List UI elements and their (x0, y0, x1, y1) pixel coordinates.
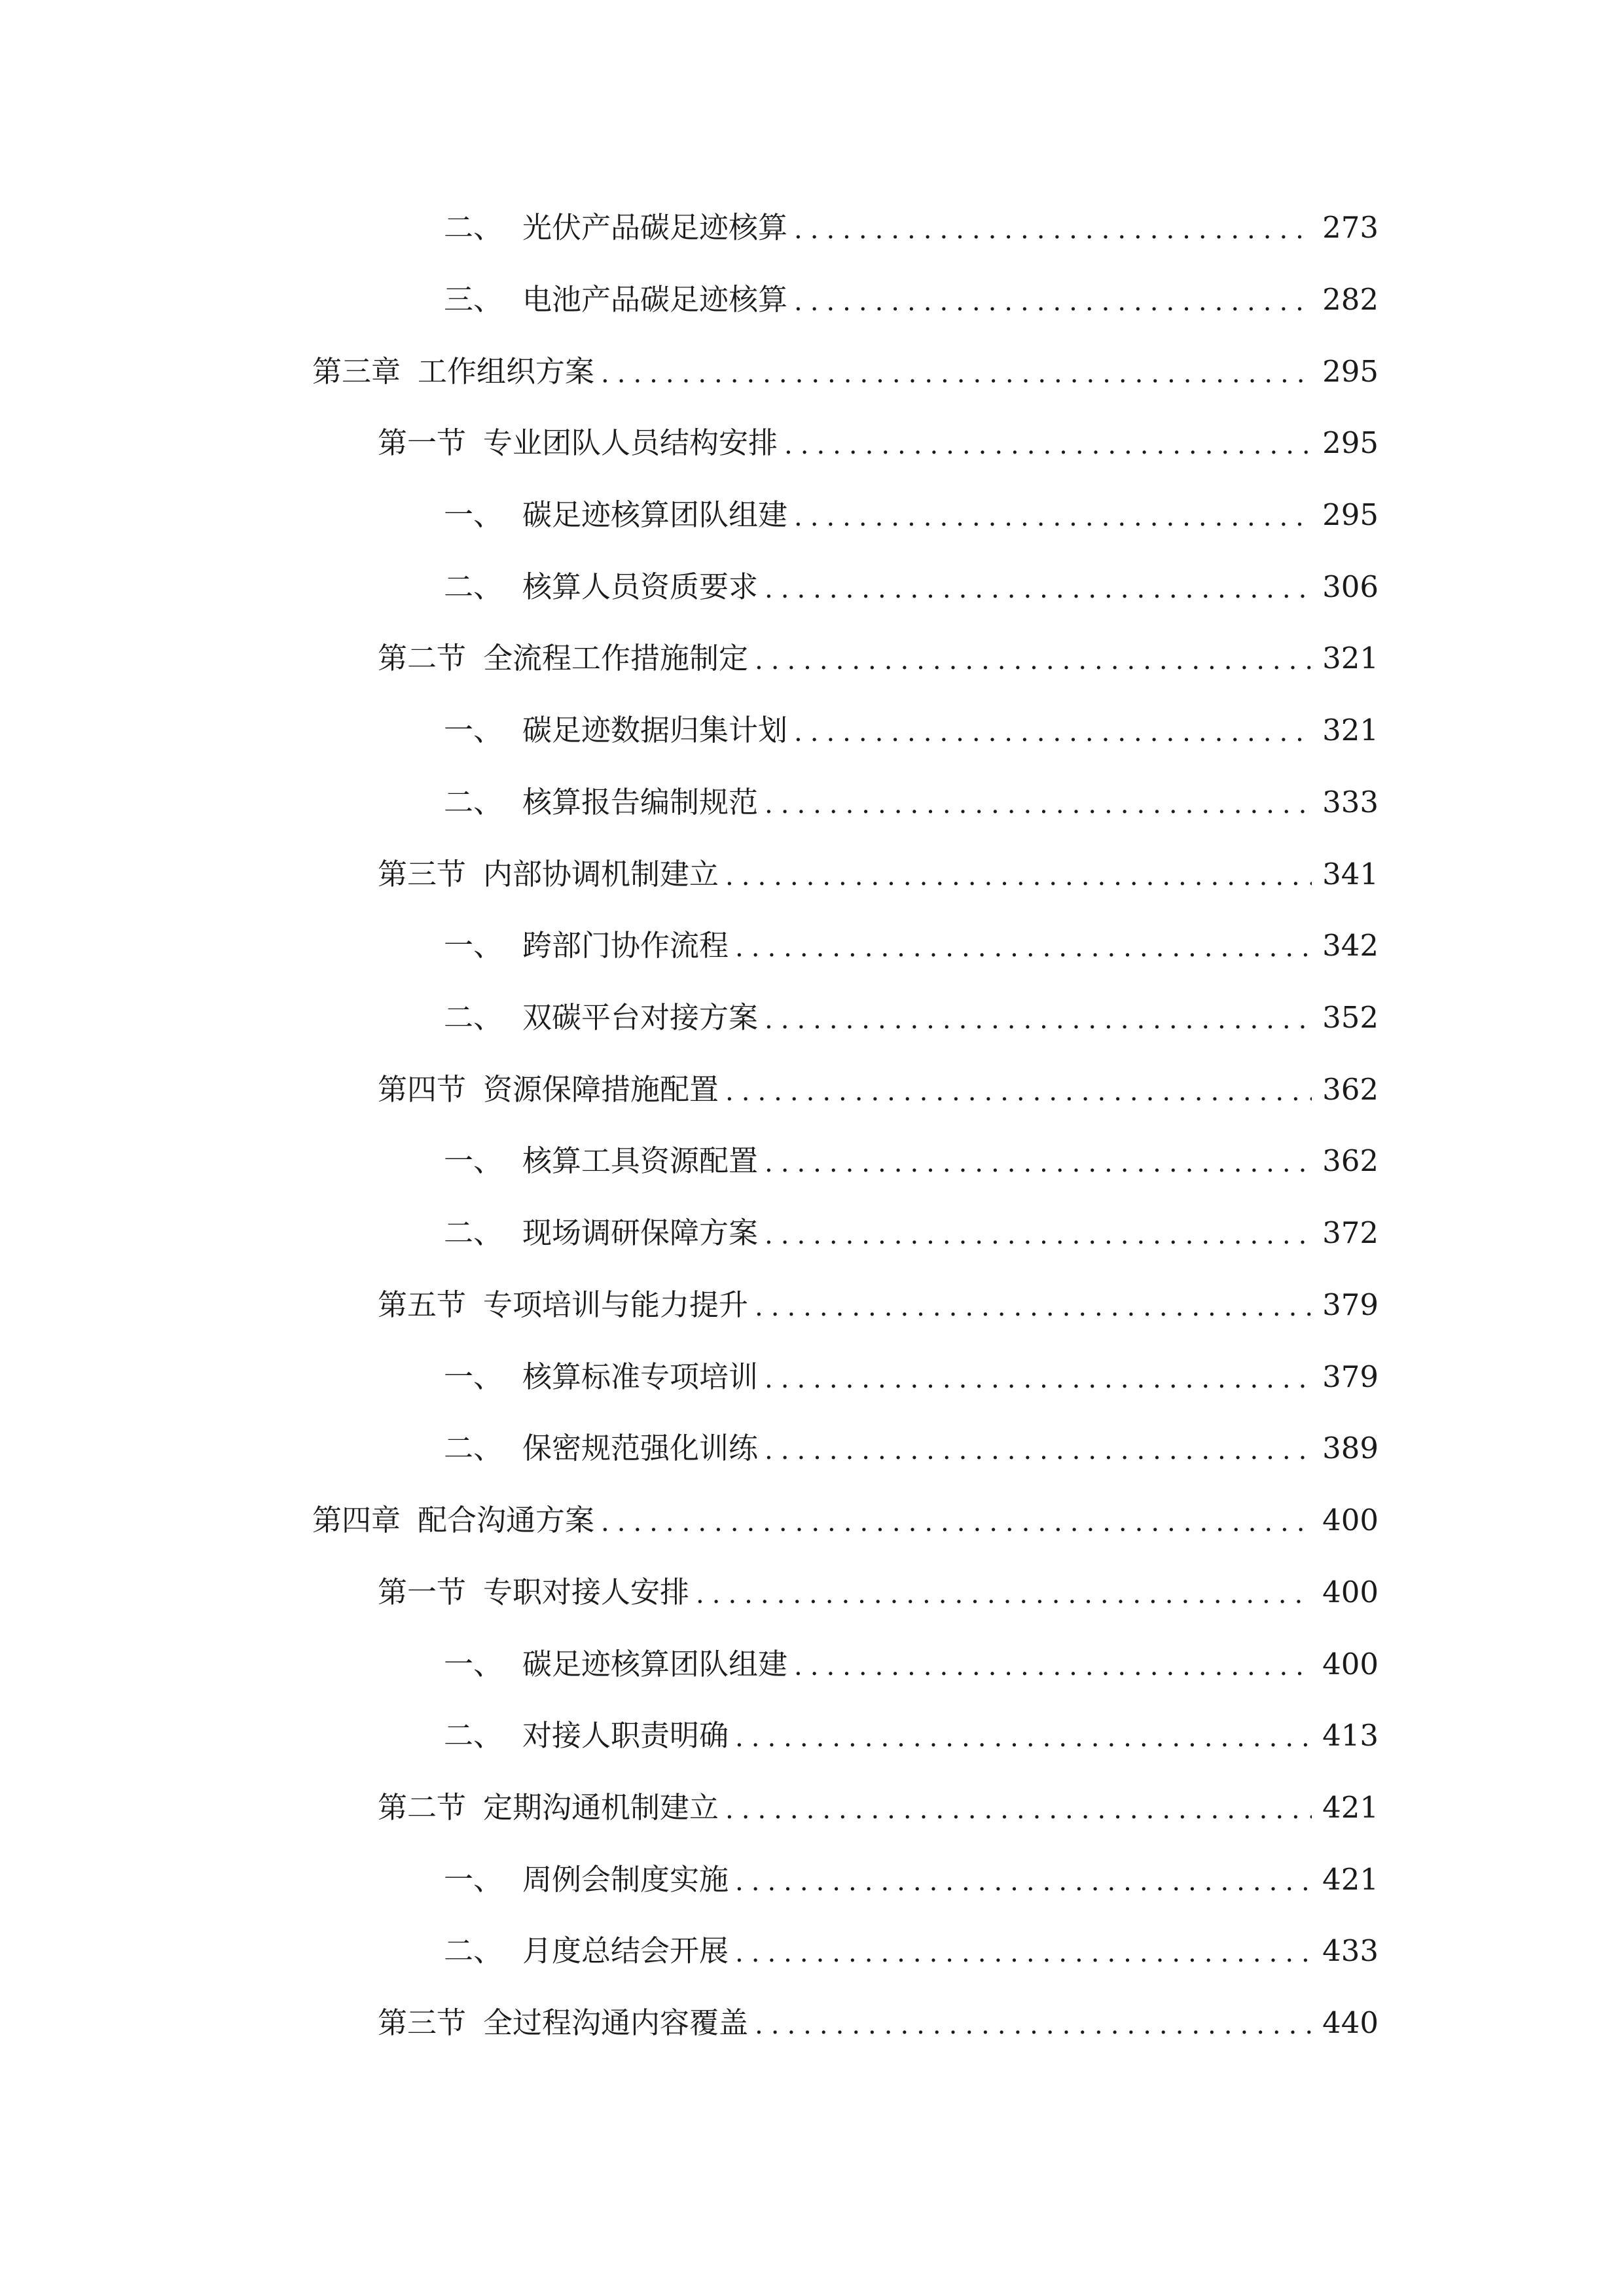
toc-dot-leader (794, 704, 1312, 757)
toc-entry-title: 碳足迹核算团队组建 (522, 497, 788, 532)
toc-dot-leader (765, 1135, 1312, 1187)
toc-entry-marker: 第二节 (378, 641, 467, 675)
toc-entry-chapter[interactable] (312, 1494, 1379, 1547)
toc-entry-marker: 第四节 (378, 1072, 467, 1107)
toc-dot-leader (601, 1494, 1312, 1547)
toc-entry[interactable] (444, 1207, 1379, 1259)
toc-entry-title: 专职对接人安排 (483, 1575, 690, 1609)
toc-entry-page: 321 (1322, 713, 1379, 747)
toc-entry-marker: 第一节 (378, 425, 467, 460)
toc-dot-leader (735, 1710, 1312, 1762)
toc-entry[interactable] (444, 202, 1379, 254)
toc-entry-page: 295 (1322, 425, 1379, 460)
toc-entry-title: 资源保障措施配置 (483, 1072, 719, 1107)
toc-dot-leader (725, 848, 1312, 901)
toc-entry[interactable] (444, 489, 1379, 541)
toc-dot-leader (601, 346, 1312, 398)
toc-entry-page: 341 (1322, 857, 1379, 891)
toc-entry-marker: 一、 (444, 1862, 503, 1897)
toc-entry-section[interactable] (378, 1279, 1379, 1331)
toc-entry-title: 全流程工作措施制定 (483, 641, 749, 675)
toc-entry[interactable] (444, 274, 1379, 326)
toc-entry-section[interactable] (378, 1064, 1379, 1116)
toc-entry-page: 379 (1322, 1287, 1379, 1322)
toc-entry-title: 核算工具资源配置 (522, 1143, 759, 1178)
toc-dot-leader (794, 1638, 1312, 1691)
toc-entry-page: 352 (1322, 1000, 1379, 1035)
toc-entry-marker: 一、 (444, 713, 503, 747)
toc-entry-page: 400 (1322, 1647, 1379, 1681)
toc-entry-marker: 第五节 (378, 1287, 467, 1322)
toc-dot-leader (794, 274, 1312, 326)
toc-entry-page: 362 (1322, 1072, 1379, 1107)
toc-dot-leader (765, 1207, 1312, 1259)
toc-entry[interactable] (444, 1351, 1379, 1403)
toc-entry[interactable] (444, 992, 1379, 1044)
toc-entry-marker: 第四章 (312, 1503, 401, 1537)
toc-entry-page: 342 (1322, 928, 1379, 963)
toc-entry-title: 专业团队人员结构安排 (483, 425, 778, 460)
toc-entry-title: 电池产品碳足迹核算 (522, 282, 788, 317)
toc-entry[interactable] (444, 1638, 1379, 1691)
toc-entry-marker: 第三节 (378, 2005, 467, 2040)
toc-dot-leader (735, 1854, 1312, 1906)
toc-entry-title: 光伏产品碳足迹核算 (522, 210, 788, 245)
toc-entry-marker: 一、 (444, 497, 503, 532)
toc-entry-page: 421 (1322, 1790, 1379, 1825)
toc-entry-title: 碳足迹数据归集计划 (522, 713, 788, 747)
toc-entry-page: 372 (1322, 1215, 1379, 1250)
toc-entry[interactable] (444, 1710, 1379, 1762)
toc-entry-page: 295 (1322, 354, 1379, 389)
toc-entry-marker: 第一节 (378, 1575, 467, 1609)
toc-entry-page: 400 (1322, 1503, 1379, 1537)
toc-entry-title: 跨部门协作流程 (522, 928, 729, 963)
toc-entry-marker: 第三章 (312, 354, 401, 389)
toc-entry-title: 月度总结会开展 (522, 1933, 729, 1968)
toc-entry-section[interactable] (378, 1566, 1379, 1619)
toc-entry-chapter[interactable] (312, 346, 1379, 398)
toc-entry-title: 双碳平台对接方案 (522, 1000, 759, 1035)
toc-entry[interactable] (444, 776, 1379, 829)
toc-entry-page: 333 (1322, 785, 1379, 819)
toc-dot-leader (735, 920, 1312, 972)
toc-entry-marker: 一、 (444, 928, 503, 963)
toc-entry-page: 321 (1322, 641, 1379, 675)
toc-entry-section[interactable] (378, 632, 1379, 685)
toc-entry-section[interactable] (378, 848, 1379, 901)
toc-dot-leader (735, 1925, 1312, 1977)
toc-dot-leader (755, 1279, 1312, 1331)
toc-entry-title: 核算人员资质要求 (522, 569, 759, 604)
toc-entry-page: 389 (1322, 1431, 1379, 1465)
toc-entry-title: 定期沟通机制建立 (483, 1790, 719, 1825)
toc-entry-marker: 二、 (444, 1000, 503, 1035)
toc-dot-leader (755, 1997, 1312, 2049)
toc-entry-page: 273 (1322, 210, 1379, 245)
toc-entry-marker: 三、 (444, 282, 503, 317)
toc-dot-leader (765, 992, 1312, 1044)
toc-entry-section[interactable] (378, 1782, 1379, 1834)
toc-entry-page: 379 (1322, 1359, 1379, 1394)
toc-entry[interactable] (444, 561, 1379, 613)
toc-entry-page: 440 (1322, 2005, 1379, 2040)
toc-dot-leader (725, 1064, 1312, 1116)
toc-entry-page: 400 (1322, 1575, 1379, 1609)
toc-entry-section[interactable] (378, 1997, 1379, 2049)
toc-entry-title: 核算报告编制规范 (522, 785, 759, 819)
toc-entry-page: 295 (1322, 497, 1379, 532)
toc-entry-marker: 一、 (444, 1359, 503, 1394)
toc-entry-marker: 二、 (444, 569, 503, 604)
toc-entry[interactable] (444, 1925, 1379, 1977)
toc-dot-leader (794, 489, 1312, 541)
toc-entry-marker: 一、 (444, 1143, 503, 1178)
toc-entry-marker: 二、 (444, 1933, 503, 1968)
toc-entry-marker: 第二节 (378, 1790, 467, 1825)
toc-dot-leader (755, 632, 1312, 685)
toc-entry-title: 周例会制度实施 (522, 1862, 729, 1897)
toc-entry-page: 421 (1322, 1862, 1379, 1897)
toc-entry-title: 内部协调机制建立 (483, 857, 719, 891)
toc-entry-page: 306 (1322, 569, 1379, 604)
toc-entry-page: 362 (1322, 1143, 1379, 1178)
toc-dot-leader (784, 417, 1312, 469)
toc-dot-leader (725, 1782, 1312, 1834)
toc-entry[interactable] (444, 920, 1379, 972)
toc-entry-title: 核算标准专项培训 (522, 1359, 759, 1394)
toc-entry-title: 对接人职责明确 (522, 1718, 729, 1753)
toc-entry-marker: 一、 (444, 1647, 503, 1681)
toc-dot-leader (765, 561, 1312, 613)
toc-dot-leader (696, 1566, 1312, 1619)
toc-entry-title: 现场调研保障方案 (522, 1215, 759, 1250)
toc-entry-title: 专项培训与能力提升 (483, 1287, 749, 1322)
toc-entry-page: 413 (1322, 1718, 1379, 1753)
toc-entry-marker: 二、 (444, 1431, 503, 1465)
toc-entry[interactable] (444, 1135, 1379, 1187)
toc-dot-leader (765, 1422, 1312, 1475)
toc-entry-title: 配合沟通方案 (418, 1503, 595, 1537)
toc-entry-marker: 二、 (444, 210, 503, 245)
toc-entry[interactable] (444, 1854, 1379, 1906)
toc-dot-leader (765, 1351, 1312, 1403)
toc-dot-leader (765, 776, 1312, 829)
toc-dot-leader (794, 202, 1312, 254)
toc-entry-marker: 二、 (444, 785, 503, 819)
toc-entry-title: 碳足迹核算团队组建 (522, 1647, 788, 1681)
toc-entry-marker: 第三节 (378, 857, 467, 891)
toc-entry-page: 282 (1322, 282, 1379, 317)
toc-entry-title: 工作组织方案 (418, 354, 595, 389)
toc-entry-section[interactable] (378, 417, 1379, 469)
toc-entry-page: 433 (1322, 1933, 1379, 1968)
toc-entry[interactable] (444, 704, 1379, 757)
toc-entry-title: 全过程沟通内容覆盖 (483, 2005, 749, 2040)
toc-entry-marker: 二、 (444, 1215, 503, 1250)
toc-entry[interactable] (444, 1422, 1379, 1475)
toc-entry-title: 保密规范强化训练 (522, 1431, 759, 1465)
toc-entry-marker: 二、 (444, 1718, 503, 1753)
